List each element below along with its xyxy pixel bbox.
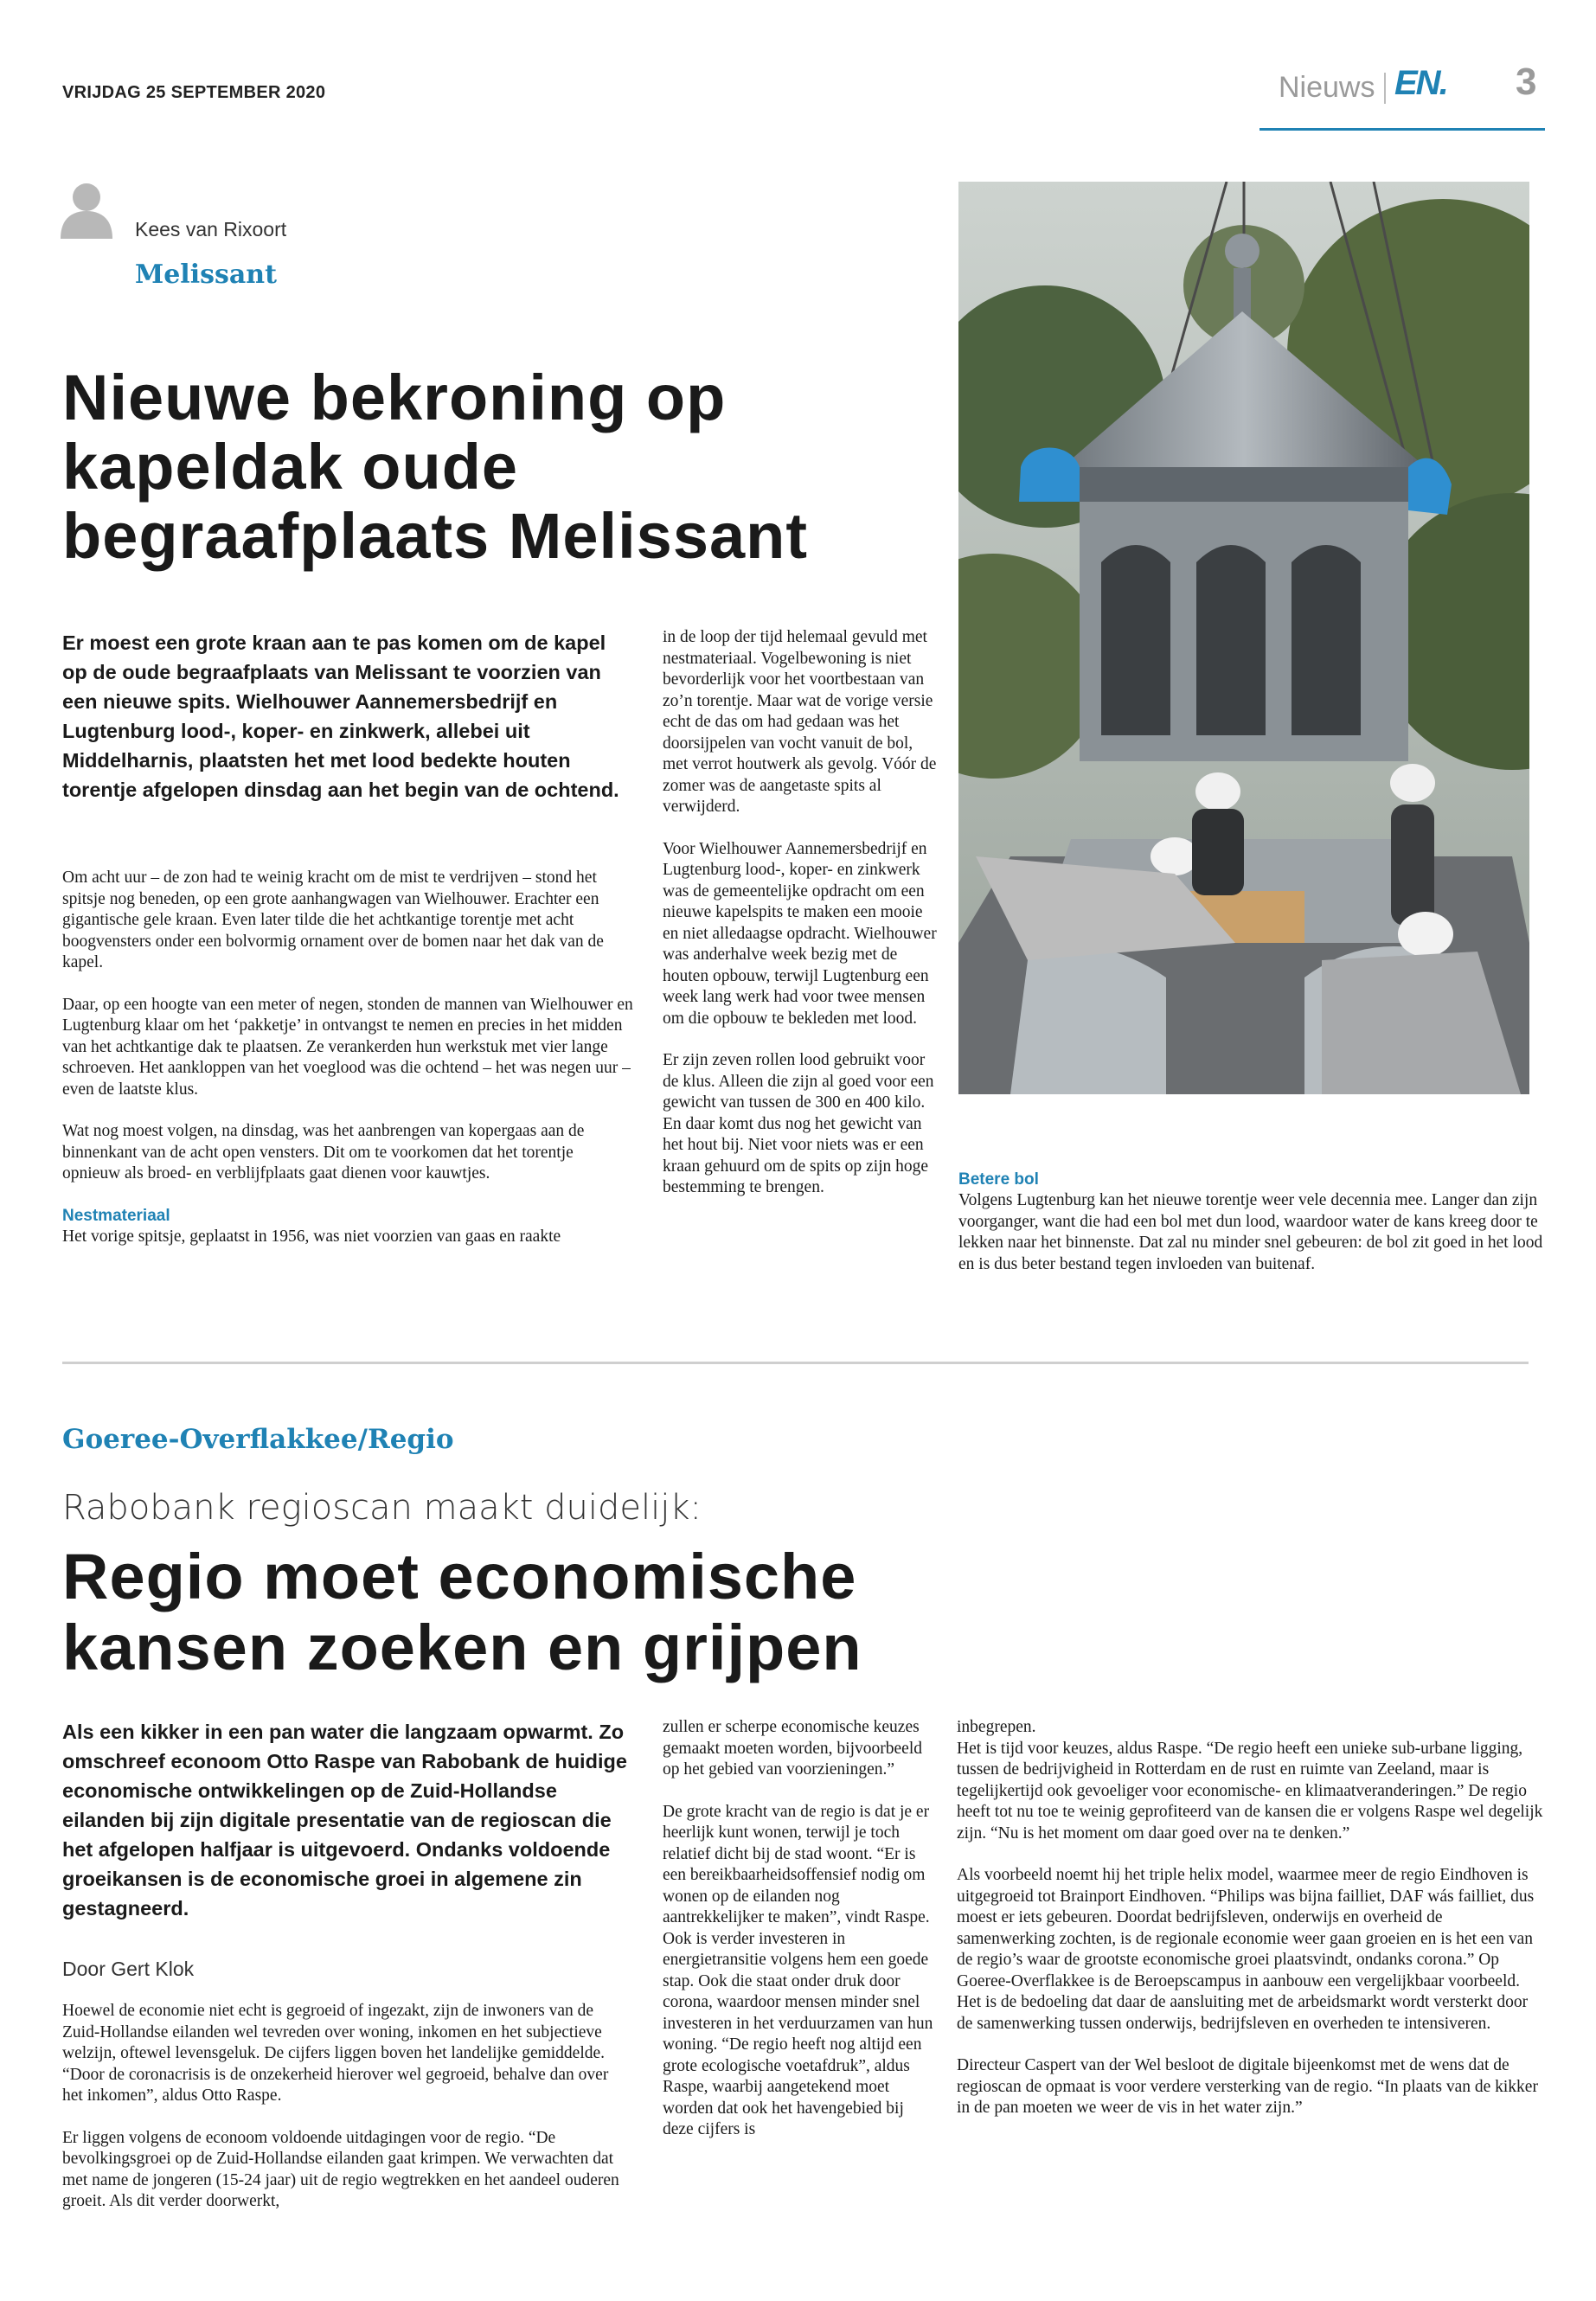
paragraph: Als voorbeeld noemt hij het triple helix model, waarmee meer de regio Eindhoven is uitgegroeid tot Brainport Eindhoven. “Philips was bijna failliet, DAF wás failliet, dus moest er iets gebeuren. Doordat bedrijfsleven, onderwijs en overheid de samenwerking zochten, is de regionale economie weer gaan groeien en is het een van de regio’s waar de grootste economische groei plaatsvindt, ondanks corona.” Op Goeree-Overflakkee is de Beroepscampus in aanbouw een vergelijkbaar voorbeeld. Het is de bedoeling dat daar de aansluiting met de arbeidsmarkt wordt versterkt door de samenwerking tussen onderwijs, bedrijfsleven en overheden te intensiveren. [957, 1866, 1535, 2033]
author-avatar-icon [61, 182, 112, 239]
article-column-1 [62, 868, 633, 1268]
paragraph: zullen er scherpe economische keuzes gemaakt moeten worden, bijvoorbeeld op het gebied van voorzieningen.” [663, 1718, 922, 1779]
subheading: Betere bol [958, 1170, 1039, 1189]
paragraph: Voor Wielhouwer Aannemersbedrijf en Lugtenburg lood-, koper- en zinkwerk was de gemeentelijke opdracht om een nieuwe kapelspits te maken een mooie en niet alledaagse opdracht. Wielhouwer was anderhalve week bezig met de houten opbouw, terwijl Lugtenburg een week lang werk had voor twee mensen om die opbouw te bekleden met lood. [663, 839, 937, 1028]
paragraph: Wat nog moest volgen, na dinsdag, was het aanbrengen van kopergaas aan de binnenkant van de acht open vensters. Dit om te voorkomen dat het torentje opnieuw als broed- en verblijfplaats gaat dienen voor kauwtjes. [62, 1122, 585, 1183]
paragraph: inbegrepen. Het is tijd voor keuzes, aldus Raspe. “De regio heeft een unieke sub-urbane ligging, tussen de bedrijvigheid in Rotterdam en de rust en ruimte van Zeeland, maar is tegelijkertijd ook gevoeliger voor economische- en klimaatveranderingen.” De regio heeft tot nu toe te weinig geprofiteerd van de kansen die er volgens Raspe wel degelijk zijn. “Nu is het moment om daar goed over na te denken.” [957, 1718, 1543, 1843]
article-column-3 [957, 1717, 1545, 2140]
article-kicker: Rabobank regioscan maakt duidelijk: [62, 1488, 702, 1528]
article-separator [62, 1362, 1529, 1364]
article-photo [958, 182, 1529, 1094]
paragraph: Volgens Lugtenburg kan het nieuwe torentje weer vele decennia mee. Langer dan zijn voorganger, want die had een bol met dun lood, waardoor water de kans kreeg door te lekken naar het binnenste. Dat zal nu minder snel gebeuren: de bol zit goed in het lood en is dus beter bestand tegen invloeden van buitenaf. [958, 1191, 1543, 1273]
paragraph: Om acht uur – de zon had te weinig kracht om de mist te verdrijven – stond het spitsje nog beneden, op een grote aanhangwagen van Wielhouwer. Erachter een gigantische gele kraan. Even later tilde die het achtkantige torentje met acht boogvensters onder een bolvormig ornament over de bomen naar het dak van de kapel. [62, 868, 604, 971]
article-headline: Regio moet economische kansen zoeken en grijpen [62, 1541, 862, 1683]
article-dateline: Melissant [135, 260, 277, 290]
photo-caption-block [958, 1170, 1547, 1296]
section-label: Nieuws [1279, 71, 1375, 104]
article-byline: Door Gert Klok [62, 1958, 195, 1980]
paragraph: Directeur Caspert van der Wel besloot de digitale bijeenkomst met de wens dat de regioscan de opmaat is voor verdere versterking van de regio. “In plaats van de kikker in de pan moeten we weer de vis in het water zijn.” [957, 2056, 1538, 2117]
article-lead: Er moest een grote kraan aan te pas komen om de kapel op de oude begraafplaats van Melissant te voorzien van een nieuwe spits. Wielhouwer Aannemersbedrijf en Lugtenburg lood-, koper- en zinkwerk, allebei uit Middelharnis, plaatsten het met lood bedekte houten torentje afgelopen dinsdag aan het begin van de ochtend. [62, 631, 619, 801]
paragraph: Daar, op een hoogte van een meter of negen, stonden de mannen van Wielhouwer en Lugtenburg klaar om het ‘pakketje’ in ontvangst te nemen en precies in het midden van het achtkantige dak te plaatsen. Ze verankerden hun werkstuk met vier lange schroeven. Het aankloppen van het voeglood was die ochtend – het was negen uur – even de laatste klus. [62, 995, 633, 1099]
subheading: Nestmateriaal [62, 1206, 170, 1225]
paragraph: Er liggen volgens de econoom voldoende uitdagingen voor de regio. “De bevolkingsgroei op de Zuid-Hollandse eilanden gaat krimpen. We verwachten dat met name de jongeren (15-24 jaar) uit de regio wegtrekken en het aandeel ouderen groeit. Als dit verder doorwerkt, [62, 2128, 619, 2210]
issue-date: VRIJDAG 25 SEPTEMBER 2020 [62, 83, 326, 102]
paragraph: in de loop der tijd helemaal gevuld met nestmateriaal. Vogelbewoning is niet bevorderlijk voor het voortbestaan van zo’n torentje. Maar wat de vorige versie echt de das om had gedaan was het doorsijpelen van vocht vanuit de bol, met verrot houtwerk als gevolg. Vóór de zomer was de aangetaste spits al verwijderd. [663, 628, 937, 816]
page-number: 3 [1516, 61, 1537, 103]
region-label: Goeree-Overflakkee/Regio [62, 1424, 454, 1455]
header-divider [1384, 73, 1386, 104]
header-rule [1259, 128, 1545, 131]
article-headline: Nieuwe bekroning op kapeldak oude begraafplaats Melissant [62, 362, 808, 572]
paragraph: De grote kracht van de regio is dat je er heerlijk kunt wonen, terwijl je toch relatief dicht bij de stad woont. “Er is een bereikbaarheidsoffensief nodig om wonen op de eilanden nog aantrekkelijker te maken”, vindt Raspe. Ook is verder investeren in energietransitie volgens hem een goede stap. Ook die staat onder druk door corona, waardoor mensen minder snel investeren in het verduurzamen van hun woning. “De regio heeft nog altijd een grote ecologische voetafdruk”, aldus Raspe, waarbij aangetekend moet worden dat ook het havengebied bij deze cijfers is [663, 1802, 933, 2138]
paragraph: Het vorige spitsje, geplaatst in 1956, was niet voorzien van gaas en raakte [62, 1227, 561, 1246]
article-column-1 [62, 2001, 633, 2234]
paragraph: Er zijn zeven rollen lood gebruikt voor de klus. Alleen die zijn al goed voor een gewicht van tussen de 300 en 400 kilo. En daar komt dus nog het gewicht van het hout bij. Niet voor niets was er een kraan gehuurd om de spits op zijn hoge bestemming te brengen. [663, 1051, 934, 1196]
article-column-2 [663, 1717, 938, 2162]
article-author: Kees van Rixoort [135, 218, 287, 240]
newspaper-logo: EN. [1394, 64, 1447, 102]
paragraph: Hoewel de economie niet echt is gegroeid of ingezakt, zijn de inwoners van de Zuid-Hollandse eilanden wel tevreden over woning, inkomen en het subjectieve welzijn, oftewel levensgeluk. De cijfers liggen boven het landelijke gemiddelde. “Door de coronacrisis is de onzekerheid hierover wel gegroeid, behalve dan over het inkomen”, aldus Otto Raspe. [62, 2002, 609, 2105]
article-lead: Als een kikker in een pan water die langzaam opwarmt. Zo omschreef econoom Otto Raspe van Rabobank de huidige economische ontwikkelingen op de Zuid-Hollandse eilanden bij zijn digitale presentatie van de regioscan die het afgelopen halfjaar is uitgevoerd. Ondanks voldoende groeikansen is de economische groei in algemene zin gestagneerd. [62, 1721, 627, 1920]
article-column-2 [663, 627, 939, 1220]
